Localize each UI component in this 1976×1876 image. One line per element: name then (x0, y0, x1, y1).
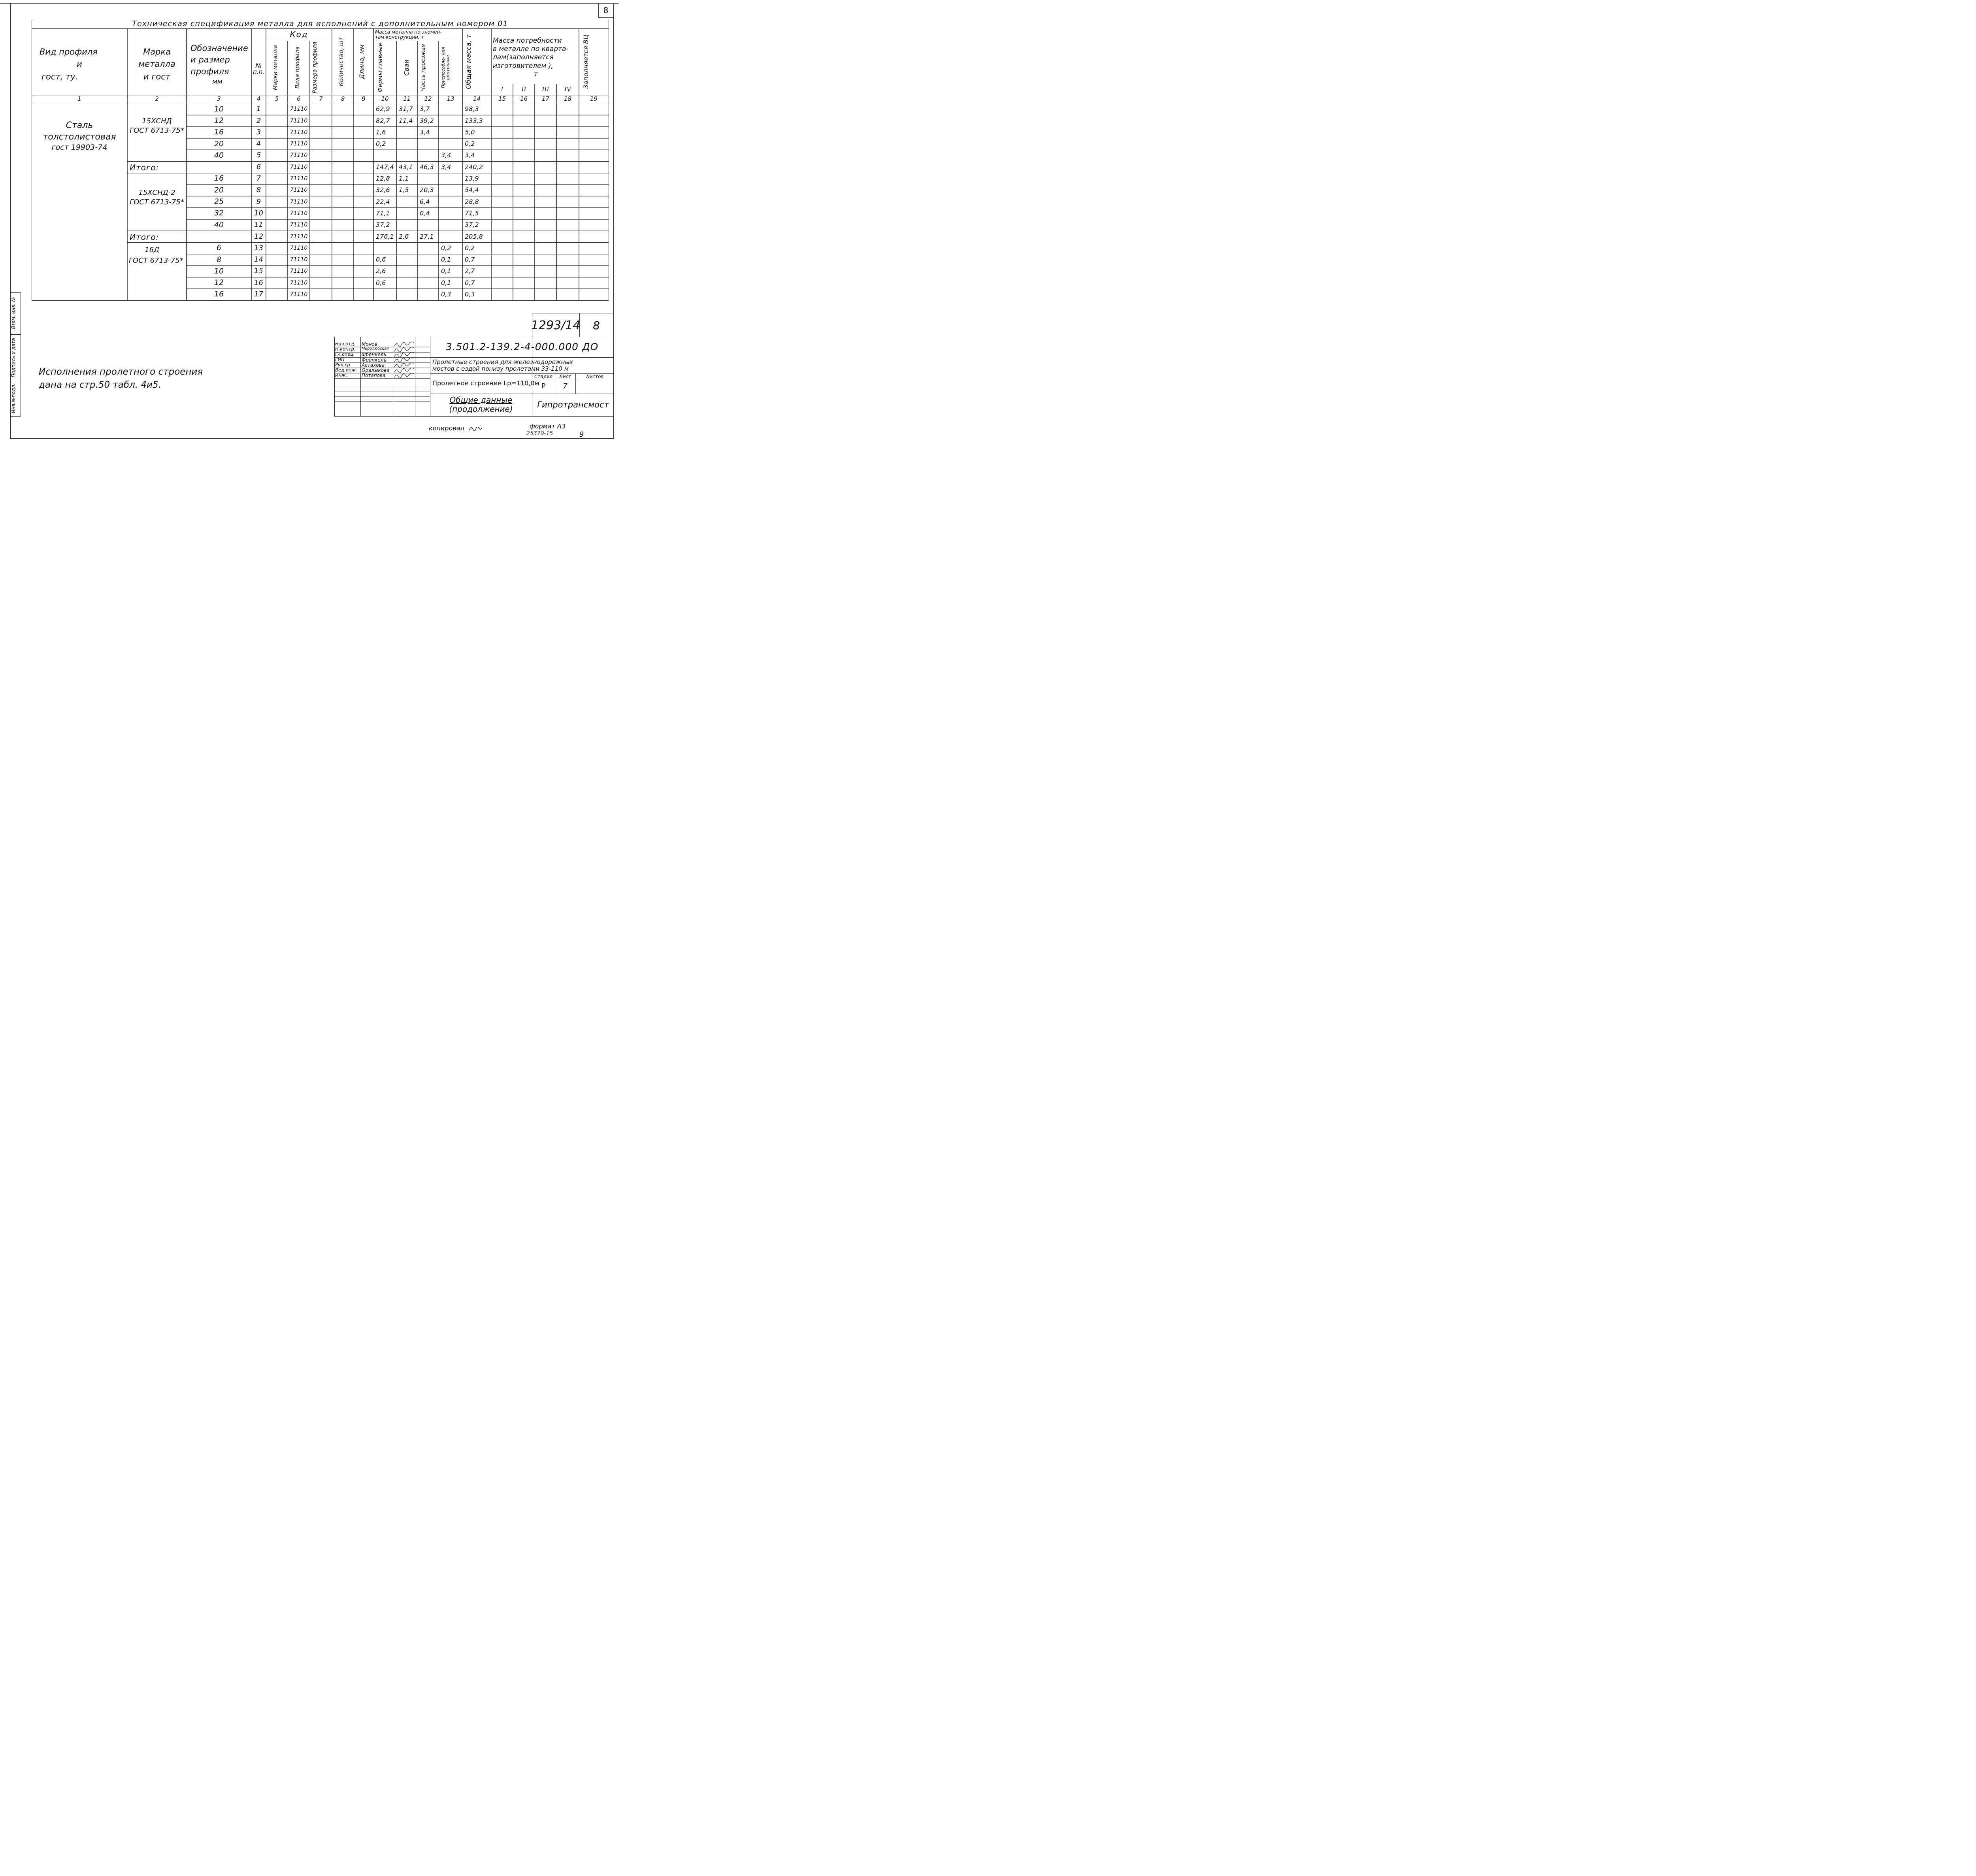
row-number-cell: 11 (254, 221, 263, 229)
profile-code-cell: 71110 (290, 256, 308, 263)
header-col13: Приспособле- ния смотровые (441, 47, 451, 89)
header-line: т (534, 70, 538, 78)
column-number: 3 (217, 95, 221, 103)
row-number-cell: 14 (254, 255, 263, 264)
signatory-role: Гл.спец. (335, 351, 355, 357)
row-number-cell: 4 (256, 140, 261, 148)
mass-cell-c12: 20,3 (420, 186, 434, 194)
mass-cell-c10: 176,1 (376, 232, 394, 240)
project-line: Пролетные строения для железнодорожных (432, 358, 573, 366)
column-number: 16 (520, 95, 528, 103)
signatory-name: Потапова (362, 373, 386, 379)
margin-sign-date: Подпись и дата (11, 338, 16, 377)
row-number-cell: 10 (254, 209, 263, 217)
column-number: 14 (473, 95, 481, 103)
size-cell: 20 (214, 139, 224, 148)
profile-code-cell: 71110 (290, 164, 308, 170)
header-line: металла (138, 59, 175, 69)
size-cell: 16 (214, 174, 224, 183)
header-line: Обозначение (190, 43, 248, 53)
footer-number: 25370-15 (526, 430, 553, 437)
size-cell: 32 (214, 209, 224, 218)
signatory-name: Френкель (362, 352, 387, 358)
header-line: изготовителем ), (493, 62, 553, 70)
size-cell: 10 (214, 104, 224, 113)
row-number-cell: 7 (256, 174, 261, 183)
signatory-name: Оралыкова (362, 368, 390, 373)
header-col7: Размера профиля (312, 41, 318, 94)
copied-label: копировал (429, 424, 464, 432)
header-line: и (77, 59, 82, 69)
mass-cell-c11: 31,7 (399, 105, 413, 113)
signatory-role: Н.контр. (335, 346, 356, 352)
header-col14: Общая масса, т (465, 34, 473, 89)
sheet-value: 7 (563, 382, 568, 391)
signatory-name: Астахова (362, 362, 385, 368)
page-number: 8 (603, 5, 609, 15)
size-cell: 16 (214, 290, 224, 299)
header-line: Вид профиля (40, 47, 98, 57)
mass-cell-c10: 12,8 (376, 175, 390, 183)
mass-cell-c14: 205,8 (465, 232, 483, 240)
sheet-title: Пролетное строение Lр=110,0м (432, 379, 539, 387)
doc-title-line: Общие данные (449, 395, 513, 405)
row-number-cell: 12 (254, 232, 263, 241)
grade-line: 15ХСНД (142, 117, 172, 125)
grade-line: 15ХСНД-2 (138, 188, 175, 197)
signatory-name: Миролюбская (362, 347, 389, 351)
column-number: 12 (424, 95, 432, 103)
mass-cell-c14: 2,7 (465, 267, 475, 275)
header-col10: Фермы главные (377, 43, 384, 92)
row-number-cell: 17 (254, 290, 263, 298)
column-number: 15 (498, 95, 506, 103)
signatory-role: Рук.гр. (335, 362, 352, 368)
signatory-role: Вед.инж. (335, 367, 357, 373)
mass-cell-c14: 0,3 (465, 290, 475, 298)
column-number: 11 (403, 95, 411, 103)
row-number-cell: 2 (256, 116, 261, 125)
header-line: гост, ту. (41, 72, 78, 81)
profile-line: Сталь (66, 121, 93, 131)
row-number-cell: 13 (254, 243, 263, 252)
table-title: Техническая спецификация металла для исполнений с дополнительным номером 01 (132, 19, 508, 28)
grade-line: ГОСТ 6713-75* (130, 198, 184, 206)
mass-cell-c13: 0,2 (441, 244, 451, 252)
mass-cell-c13: 0,1 (441, 256, 451, 264)
mass-cell-c14: 3,4 (465, 151, 475, 159)
column-number: 9 (362, 95, 366, 103)
column-number: 13 (447, 95, 454, 103)
size-cell: 40 (214, 151, 224, 160)
stamp-sheet-number: 8 (593, 319, 600, 332)
signatory-role: Инж. (335, 372, 347, 378)
size-cell: 25 (214, 197, 224, 206)
profile-code-cell: 71110 (290, 198, 308, 205)
header-q4: IV (564, 86, 571, 93)
profile-code-cell: 71110 (290, 291, 308, 298)
header-q3: III (542, 86, 549, 93)
mass-cell-c10: 0,6 (376, 279, 386, 287)
header-line: лам(заполняется (493, 53, 554, 62)
doc-number: 1293/14 (531, 319, 581, 333)
mass-cell-c10: 1,6 (376, 128, 386, 136)
header-line: Марка (143, 47, 171, 57)
header-line: профиля (190, 66, 229, 76)
header-col6: Вида профиля (294, 46, 301, 89)
mass-cell-c10: 37,2 (376, 221, 390, 229)
project-line: мостов с ездой понизу пролетами 33-110 м (432, 365, 569, 372)
mass-cell-c11: 1,5 (399, 186, 409, 194)
profile-code-cell: 71110 (290, 175, 308, 182)
organization: Гипротрансмост (537, 400, 609, 410)
header-line: п.п. (253, 68, 265, 75)
header-col11: Сваи (403, 59, 410, 76)
note-line: Исполнения пролетного строения (39, 367, 203, 377)
sheet-label: Лист (559, 373, 571, 379)
profile-code-cell: 71110 (290, 152, 308, 159)
column-number: 10 (381, 95, 389, 103)
grade-line: ГОСТ 6713-75* (130, 126, 184, 135)
mass-cell-c14: 13,9 (465, 175, 479, 183)
profile-code-cell: 71110 (290, 222, 308, 228)
mass-cell-c14: 240,2 (465, 163, 483, 171)
size-cell: 16 (214, 128, 224, 137)
header-line: и гост (143, 72, 170, 81)
mass-cell-c12: 3,4 (420, 128, 430, 136)
row-number-cell: 16 (254, 278, 263, 287)
mass-cell-c10: 2,6 (376, 267, 386, 275)
mass-cell-c12: 6,4 (420, 198, 430, 206)
header-line: мм (212, 78, 222, 86)
footer-small: 9 (579, 430, 584, 439)
mass-cell-c11: 11,4 (399, 117, 413, 124)
mass-cell-c13: 0,1 (441, 279, 451, 287)
grade-line: ГОСТ 6713-75* (129, 256, 183, 265)
mass-cell-c14: 28,8 (465, 198, 479, 206)
mass-cell-c13: 3,4 (441, 163, 451, 171)
header-line: там конструкции, т (375, 34, 424, 40)
header-line: Масса металла по элемен- (375, 29, 442, 35)
mass-cell-c10: 147,4 (376, 163, 394, 171)
size-cell: 12 (214, 116, 224, 125)
mass-cell-c10: 62,9 (376, 105, 390, 113)
mass-cell-c11: 2,6 (399, 232, 409, 240)
mass-cell-c13: 0,1 (441, 267, 451, 275)
mass-cell-c14: 5,0 (465, 128, 475, 136)
mass-cell-c12: 0,4 (420, 209, 430, 217)
profile-code-cell: 71110 (290, 141, 308, 147)
header-line: и размер (190, 55, 230, 65)
mass-cell-c14: 54,4 (465, 186, 479, 194)
size-cell: 20 (214, 185, 224, 194)
profile-code-cell: 71110 (290, 210, 308, 217)
column-number: 1 (77, 95, 81, 103)
column-number: 4 (256, 95, 261, 103)
itogo-1: Итого: (130, 163, 159, 172)
profile-code-cell: 71110 (290, 245, 308, 251)
mass-cell-c12: 46,3 (420, 163, 434, 171)
mass-cell-c14: 98,3 (465, 105, 479, 113)
copier-signature (0, 0, 619, 441)
column-number: 2 (155, 95, 159, 103)
mass-cell-c13: 0,3 (441, 290, 451, 298)
column-number: 8 (341, 95, 345, 103)
size-cell: 6 (216, 243, 222, 253)
mass-cell-c14: 0,7 (465, 256, 475, 264)
stage-value: Р (541, 382, 546, 391)
size-cell: 8 (216, 255, 222, 264)
column-number: 5 (275, 95, 279, 103)
mass-cell-c14: 0,2 (465, 140, 475, 148)
mass-cell-c12: 39,2 (420, 117, 434, 124)
itogo-2: Итого: (130, 232, 159, 242)
header-line: Масса потребности (493, 36, 562, 45)
margin-inv-podl: Инв.№подл. (11, 383, 16, 413)
header-line: в металле по кварта- (493, 45, 569, 53)
column-number: 7 (319, 95, 323, 103)
mass-cell-c10: 0,2 (376, 140, 386, 148)
designation: 3.501.2-139.2-4-000.000 ДО (445, 341, 599, 353)
row-number-cell: 15 (254, 267, 263, 275)
mass-cell-c14: 133,3 (465, 117, 483, 124)
profile-line: толстолистовая (43, 132, 116, 142)
header-col8: Количество, шт (338, 37, 345, 87)
stage-label: Стадия (534, 373, 553, 379)
header-col12: Часть проезжая (420, 44, 426, 91)
mass-cell-c10: 0,6 (376, 256, 386, 264)
header-line: № (255, 62, 262, 70)
column-number: 19 (590, 95, 598, 103)
row-number-cell: 8 (256, 186, 261, 194)
column-number: 18 (564, 95, 572, 103)
row-number-cell: 9 (256, 197, 261, 206)
signatory-name: Монов (362, 341, 377, 347)
profile-code-cell: 71110 (290, 106, 308, 113)
grade-line: 16Д (145, 246, 159, 254)
mass-cell-c12: 3,7 (420, 105, 430, 113)
row-number-cell: 6 (256, 162, 261, 171)
column-number: 6 (297, 95, 301, 103)
size-cell: 12 (214, 278, 224, 287)
header-code: Код (290, 30, 308, 39)
header-q2: II (521, 86, 526, 93)
drawing-sheet (0, 0, 619, 441)
mass-cell-c14: 0,2 (465, 244, 475, 252)
row-number-cell: 1 (256, 105, 261, 113)
note-line: дана на стр.50 табл. 4и5. (39, 380, 161, 390)
profile-code-cell: 71110 (290, 187, 308, 194)
profile-code-cell: 71110 (290, 268, 308, 275)
row-number-cell: 3 (256, 128, 261, 136)
mass-cell-c11: 1,1 (399, 175, 409, 183)
format-label: формат А3 (530, 422, 566, 430)
header-col9: Длина, мм (358, 44, 366, 79)
mass-cell-c10: 22,4 (376, 198, 390, 206)
mass-cell-c10: 71,1 (376, 209, 390, 217)
signatory-name: Френкель (362, 357, 387, 363)
mass-cell-c13: 3,4 (441, 151, 451, 159)
header-col5: Марки металла (272, 45, 279, 90)
size-cell: 10 (214, 266, 224, 275)
mass-cell-c14: 37,2 (465, 221, 479, 229)
margin-vzam: Взам. инв. № (11, 297, 16, 329)
doc-title-line: (продолжение) (449, 404, 513, 414)
column-number: 17 (541, 95, 550, 103)
mass-cell-c14: 71,5 (465, 209, 479, 217)
sheets-label: Листов (586, 373, 604, 379)
profile-code-cell: 71110 (290, 279, 308, 286)
signatory-role: ГИП (335, 356, 345, 362)
mass-cell-c10: 82,7 (376, 117, 390, 124)
profile-line: гост 19903-74 (51, 143, 107, 152)
profile-code-cell: 71110 (290, 129, 308, 136)
mass-cell-c10: 32,6 (376, 186, 390, 194)
header-q1: I (501, 86, 503, 93)
mass-cell-c11: 43,1 (399, 163, 413, 171)
signatory-role: Нач.отд. (335, 341, 356, 347)
profile-code-cell: 71110 (290, 233, 308, 240)
size-cell: 40 (214, 220, 224, 229)
row-number-cell: 5 (256, 151, 261, 160)
mass-cell-c12: 27,1 (420, 232, 434, 240)
mass-cell-c14: 0,7 (465, 279, 475, 287)
profile-code-cell: 71110 (290, 117, 308, 124)
header-col19: Заполняется ВЦ (582, 34, 590, 89)
